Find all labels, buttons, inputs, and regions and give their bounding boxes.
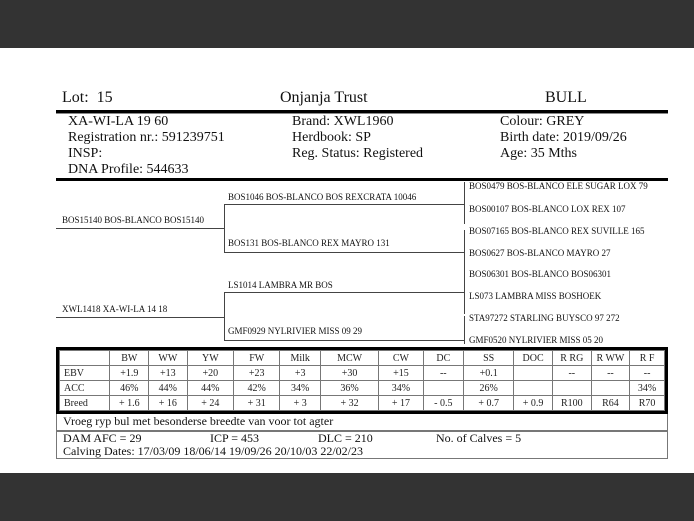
ebv-row-label: EBV — [60, 366, 110, 381]
ebv-cell: +23 — [234, 366, 280, 381]
ebv-row — [60, 396, 665, 411]
ebv-cell: -- — [591, 366, 630, 381]
ebv-cell: + 1.6 — [110, 396, 149, 411]
dam-afc: DAM AFC = 29 — [63, 431, 142, 445]
pedigree-line — [224, 292, 464, 293]
ebv-column-header: Milk — [280, 351, 321, 366]
ebv-cell: +13 — [149, 366, 188, 381]
ebv-column-header: R WW — [591, 351, 630, 366]
ebv-column-header: YW — [187, 351, 233, 366]
ebv-cell: +30 — [320, 366, 378, 381]
dam-calves: No. of Calves = 5 — [436, 431, 522, 445]
pedigree-sire-sire: BOS1046 BOS-BLANCO BOS REXCRATA 10046 — [228, 192, 417, 202]
ebv-column-header: FW — [234, 351, 280, 366]
dna-profile: DNA Profile: 544633 — [68, 162, 189, 177]
pedigree-line — [56, 317, 224, 318]
pedigree — [56, 180, 668, 344]
pedigree-line — [464, 230, 465, 272]
ebv-cell: + 17 — [379, 396, 423, 411]
ebv-cell: +0.1 — [464, 366, 514, 381]
ebv-cell: + 0.9 — [514, 396, 553, 411]
pedigree-line — [224, 252, 464, 253]
pedigree-sire: BOS15140 BOS-BLANCO BOS15140 — [62, 215, 205, 225]
pedigree-dam: XWL1418 XA-WI-LA 14 18 — [62, 304, 168, 314]
ebv-cell — [552, 381, 591, 396]
pedigree-dam-sire: LS1014 LAMBRA MR BOS — [228, 280, 333, 290]
ebv-column-header — [60, 351, 110, 366]
ebv-cell: 36% — [320, 381, 378, 396]
bottom-dark-band — [0, 473, 694, 521]
pedigree-line — [224, 204, 225, 252]
animal-name: XA-WI-LA 19 60 — [68, 114, 169, 129]
ebv-column-header: R RG — [552, 351, 591, 366]
pedigree-ds-sire: BOS06301 BOS-BLANCO BOS06301 — [469, 269, 612, 279]
ebv-cell: + 32 — [320, 396, 378, 411]
ebv-cell: +1.9 — [110, 366, 149, 381]
ebv-column-header: DC — [423, 351, 463, 366]
dam-dlc: DLC = 210 — [318, 431, 373, 445]
ebv-cell — [591, 381, 630, 396]
herdbook: Herdbook: SP — [292, 130, 371, 145]
ebv-cell: + 16 — [149, 396, 188, 411]
insp: INSP: — [68, 146, 103, 161]
ebv-cell: R70 — [630, 396, 665, 411]
ebv-cell: +20 — [187, 366, 233, 381]
ebv-cell — [514, 366, 553, 381]
ebv-cell: -- — [423, 366, 463, 381]
pedigree-line — [464, 272, 465, 314]
ebv-column-header: CW — [379, 351, 423, 366]
ebv-column-header: WW — [149, 351, 188, 366]
seller-name: Onjanja Trust — [280, 89, 368, 106]
ebv-cell: R100 — [552, 396, 591, 411]
ebv-cell: 34% — [630, 381, 665, 396]
ebv-cell: +3 — [280, 366, 321, 381]
ebv-cell — [514, 381, 553, 396]
ebv-header-row — [60, 351, 665, 366]
ebv-cell: - 0.5 — [423, 396, 463, 411]
ebv-cell: + 24 — [187, 396, 233, 411]
top-dark-band — [0, 0, 694, 48]
comment: Vroeg ryp bul met besonderse breedte van voor tot agter — [56, 414, 668, 431]
age: Age: 35 Mths — [500, 146, 577, 161]
ebv-table — [59, 350, 665, 411]
ebv-cell: 44% — [149, 381, 188, 396]
pedigree-ss-dam: BOS00107 BOS-BLANCO LOX REX 107 — [469, 204, 626, 214]
ebv-column-header: R F — [630, 351, 665, 366]
ebv-cell: 42% — [234, 381, 280, 396]
dam-icp: ICP = 453 — [210, 431, 259, 445]
pedigree-sire-dam: BOS131 BOS-BLANCO REX MAYRO 131 — [228, 238, 390, 248]
pedigree-ds-dam: LS073 LAMBRA MISS BOSHOEK — [469, 291, 602, 301]
ebv-cell: 44% — [187, 381, 233, 396]
pedigree-line — [464, 316, 465, 344]
pedigree-dam-dam: GMF0929 NYLRIVIER MISS 09 29 — [228, 326, 363, 336]
ebv-cell: -- — [630, 366, 665, 381]
ebv-cell: + 0.7 — [464, 396, 514, 411]
ebv-cell: + 3 — [280, 396, 321, 411]
lot-card — [56, 48, 668, 473]
ebv-column-header: DOC — [514, 351, 553, 366]
ebv-column-header: BW — [110, 351, 149, 366]
pedigree-line — [464, 182, 465, 224]
registration-number: Registration nr.: 591239751 — [68, 130, 225, 145]
ebv-column-header: MCW — [320, 351, 378, 366]
ebv-table-frame — [56, 347, 668, 414]
lot-header — [56, 88, 668, 110]
ebv-cell: 34% — [280, 381, 321, 396]
dam-stats — [56, 431, 668, 459]
reg-status: Reg. Status: Registered — [292, 146, 424, 161]
pedigree-line — [224, 340, 464, 341]
pedigree-line — [224, 292, 225, 340]
colour: Colour: GREY — [500, 114, 585, 129]
ebv-cell: + 31 — [234, 396, 280, 411]
pedigree-sd-sire: BOS07165 BOS-BLANCO REX SUVILLE 165 — [469, 226, 645, 236]
ebv-cell: +15 — [379, 366, 423, 381]
animal-type: BULL — [545, 89, 587, 106]
pedigree-line — [56, 228, 224, 229]
ebv-column-header: SS — [464, 351, 514, 366]
ebv-cell: -- — [552, 366, 591, 381]
pedigree-ss-sire: BOS0479 BOS-BLANCO ELE SUGAR LOX 79 — [469, 181, 648, 191]
ebv-cell — [423, 381, 463, 396]
pedigree-line — [224, 204, 464, 205]
calving-dates: Calving Dates: 17/03/09 18/06/14 19/09/26 20/10/03 22/02/23 — [63, 444, 363, 458]
ebv-cell: 26% — [464, 381, 514, 396]
ebv-cell: 34% — [379, 381, 423, 396]
ebv-cell: R64 — [591, 396, 630, 411]
pedigree-dd-dam: GMF0520 NYLRIVIER MISS 05 20 — [469, 335, 604, 345]
ebv-row-label: ACC — [60, 381, 110, 396]
pedigree-sd-dam: BOS0627 BOS-BLANCO MAYRO 27 — [469, 248, 611, 258]
lot-label-text: Lot: — [62, 89, 89, 106]
birth-date: Birth date: 2019/09/26 — [500, 130, 627, 145]
ebv-row — [60, 381, 665, 396]
ebv-row — [60, 366, 665, 381]
pedigree-dd-sire: STA97272 STARLING BUYSCO 97 272 — [469, 313, 620, 323]
ebv-cell: 46% — [110, 381, 149, 396]
lot-number: 15 — [96, 89, 113, 106]
brand: Brand: XWL1960 — [292, 114, 394, 129]
lot-label — [62, 89, 113, 107]
ebv-row-label: Breed — [60, 396, 110, 411]
